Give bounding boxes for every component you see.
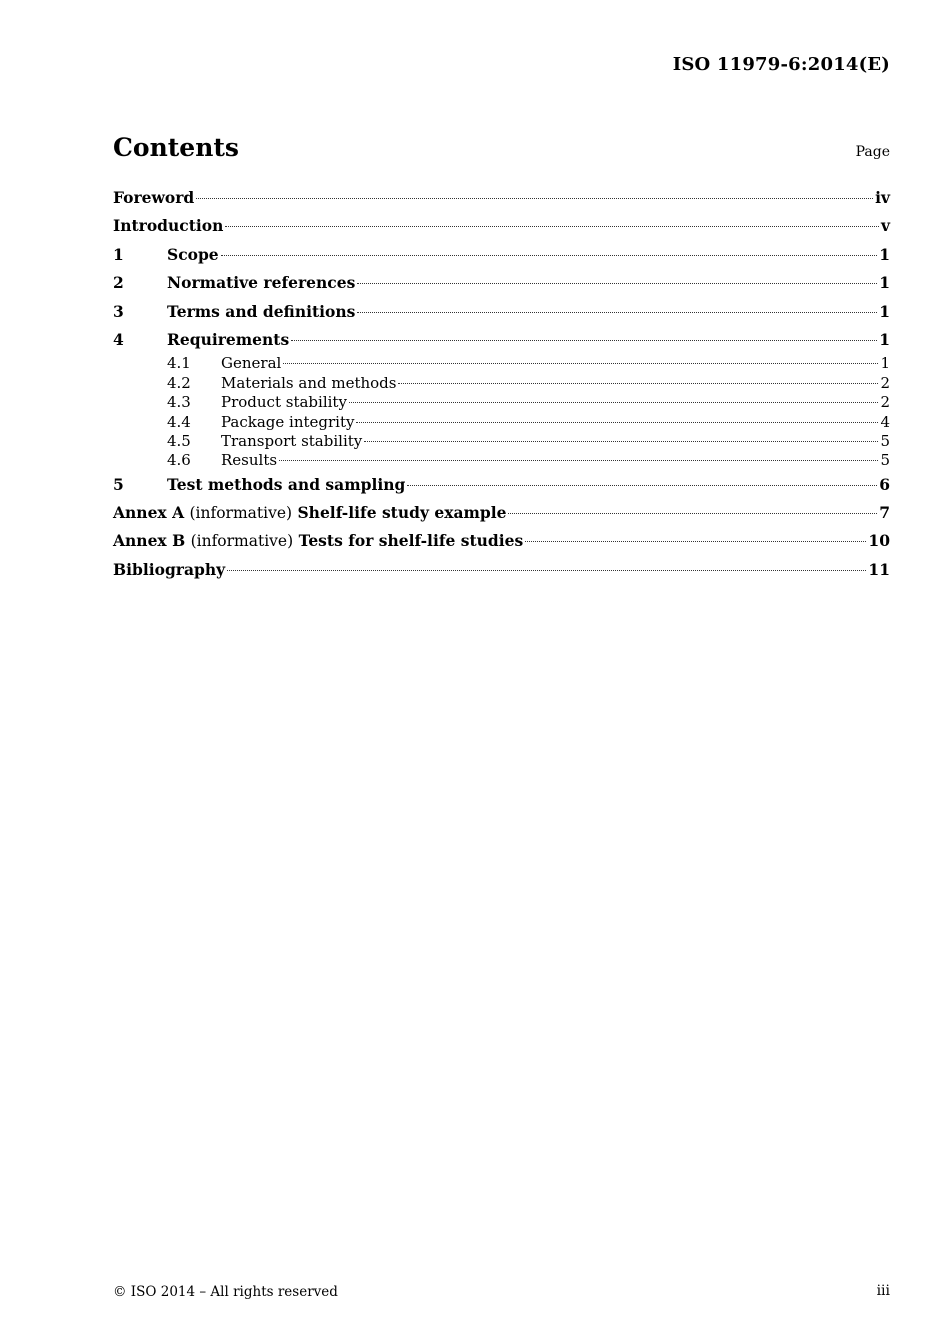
toc-page: 11 xyxy=(868,559,890,579)
toc-title: Product stability xyxy=(221,393,347,412)
dot-leader xyxy=(291,340,877,341)
annex-title: Tests for shelf-life studies xyxy=(298,531,524,551)
toc-title: Terms and definitions xyxy=(167,301,356,321)
toc-page: v xyxy=(880,216,890,236)
dot-leader xyxy=(279,460,878,461)
toc-title: Introduction xyxy=(113,216,224,236)
toc-title: Package integrity xyxy=(221,412,355,431)
toc-entry-4-2-materials-and-methods[interactable] xyxy=(113,374,890,393)
toc-entry-4-5-transport-stability[interactable] xyxy=(113,432,890,451)
toc-title: Results xyxy=(221,451,278,470)
toc-page: 1 xyxy=(879,273,890,293)
toc-page: 1 xyxy=(879,329,890,349)
dot-leader xyxy=(221,255,878,256)
toc-title: Scope xyxy=(167,244,219,264)
toc-entry-foreword[interactable] xyxy=(113,184,890,212)
copyright-notice: © ISO 2014 – All rights reserved xyxy=(113,1284,338,1300)
toc-entry-4-3-product-stability[interactable] xyxy=(113,393,890,412)
toc-entry-annex-b[interactable] xyxy=(113,527,890,555)
dot-leader xyxy=(398,383,878,384)
toc-number: 4.6 xyxy=(167,451,191,470)
toc-entry-4-6-results[interactable] xyxy=(113,451,890,470)
toc-title: Requirements xyxy=(167,329,290,349)
toc-number: 1 xyxy=(113,244,124,264)
dot-leader xyxy=(225,226,879,227)
toc-page: 2 xyxy=(880,393,890,412)
annex-note: (informative) xyxy=(190,532,294,551)
toc-entry-normative-references[interactable] xyxy=(113,269,890,297)
toc-number: 5 xyxy=(113,474,124,494)
toc-page: 4 xyxy=(880,412,890,431)
toc-entry-4-4-package-integrity[interactable] xyxy=(113,413,890,432)
annex-note: (informative) xyxy=(189,504,293,523)
toc-title: Foreword xyxy=(113,188,195,207)
toc-entry-test-methods-and-sampling[interactable] xyxy=(113,471,890,499)
dot-leader xyxy=(283,363,878,364)
toc-title xyxy=(113,527,523,555)
dot-leader xyxy=(196,198,873,199)
toc-number: 4.4 xyxy=(167,412,191,431)
toc-title: Transport stability xyxy=(221,431,363,450)
toc-number: 4 xyxy=(113,329,124,349)
toc-entry-bibliography[interactable] xyxy=(113,556,890,584)
dot-leader xyxy=(525,541,866,542)
table-of-contents xyxy=(113,184,890,584)
dot-leader xyxy=(364,441,878,442)
toc-number: 3 xyxy=(113,301,124,321)
toc-title xyxy=(113,499,506,527)
dot-leader xyxy=(407,485,877,486)
toc-page: 6 xyxy=(879,474,890,494)
toc-entry-introduction[interactable] xyxy=(113,212,890,240)
toc-page: 5 xyxy=(880,431,890,450)
toc-page: 2 xyxy=(880,373,890,392)
toc-entry-4-1-general[interactable] xyxy=(113,354,890,373)
toc-page: 1 xyxy=(880,354,890,373)
contents-header xyxy=(113,130,890,166)
toc-page: 7 xyxy=(879,503,890,523)
toc-page: 10 xyxy=(868,531,890,551)
page-column-label: Page xyxy=(855,144,890,160)
toc-page: iv xyxy=(875,188,890,207)
toc-number: 4.2 xyxy=(167,373,191,392)
dot-leader xyxy=(356,422,878,423)
toc-number: 4.5 xyxy=(167,431,191,450)
dot-leader xyxy=(227,570,866,571)
toc-page: 1 xyxy=(879,301,890,321)
dot-leader xyxy=(357,312,877,313)
contents-title: Contents xyxy=(113,133,240,162)
toc-number: 4.3 xyxy=(167,393,191,412)
dot-leader xyxy=(357,283,877,284)
toc-entry-scope[interactable] xyxy=(113,241,890,269)
toc-title: Materials and methods xyxy=(221,373,397,392)
toc-title: Normative references xyxy=(167,273,356,293)
dot-leader xyxy=(508,513,877,514)
toc-title: Bibliography xyxy=(113,559,226,579)
annex-label: Annex A xyxy=(113,503,185,523)
toc-title: Test methods and sampling xyxy=(167,474,406,494)
toc-entry-annex-a[interactable] xyxy=(113,499,890,527)
annex-title: Shelf-life study example xyxy=(297,503,507,523)
annex-label: Annex B xyxy=(113,531,186,551)
dot-leader xyxy=(349,402,879,403)
toc-number: 4.1 xyxy=(167,354,191,373)
toc-number: 2 xyxy=(113,273,124,293)
toc-page: 1 xyxy=(879,244,890,264)
toc-page: 5 xyxy=(880,451,890,470)
page-number: iii xyxy=(876,1283,890,1299)
toc-entry-terms-and-definitions[interactable] xyxy=(113,298,890,326)
toc-title: General xyxy=(221,354,282,373)
toc-entry-requirements[interactable] xyxy=(113,326,890,354)
document-id: ISO 11979-6:2014(E) xyxy=(672,54,890,75)
